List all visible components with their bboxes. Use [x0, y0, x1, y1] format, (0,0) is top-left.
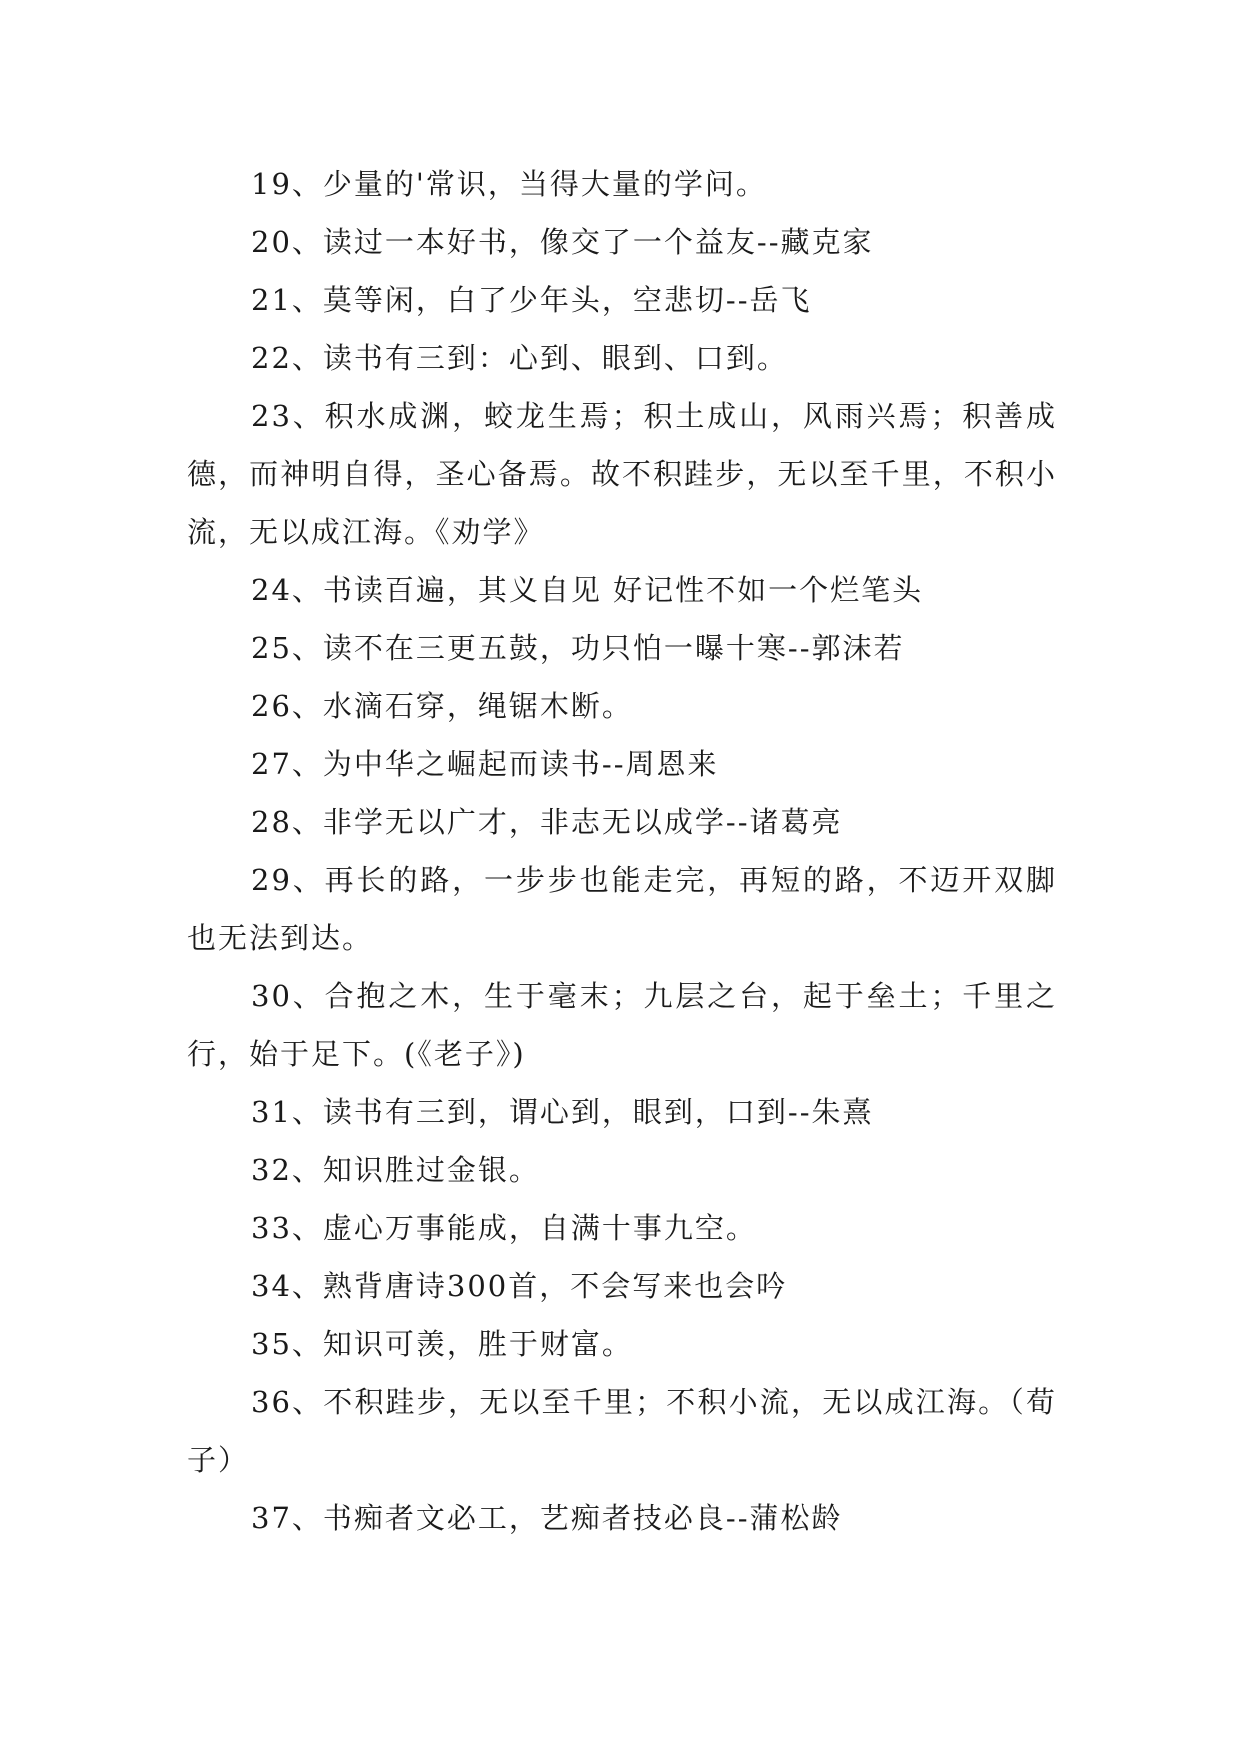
- quote-paragraph: 21、莫等闲，白了少年头，空悲切--岳飞: [251, 283, 812, 317]
- quote-paragraph: 35、知识可羡，胜于财富。: [251, 1327, 633, 1361]
- quote-paragraph: 23、积水成渊，蛟龙生焉；积土成山，风雨兴焉；积善成德，而神明自得，圣心备焉。故不积跬步，无以至千里，不积小流，无以成江海。《劝学》: [187, 399, 1057, 549]
- quote-paragraph: 33、虚心万事能成，自满十事九空。: [251, 1211, 757, 1245]
- quote-paragraph: 19、少量的'常识，当得大量的学问。: [251, 167, 767, 201]
- quote-paragraph: 30、合抱之木，生于毫末；九层之台，起于垒土；千里之行，始于足下。(《老子》): [187, 979, 1057, 1071]
- quote-paragraph: 29、再长的路，一步步也能走完，再短的路，不迈开双脚也无法到达。: [187, 863, 1057, 955]
- quote-paragraph: 24、书读百遍，其义自见 好记性不如一个烂笔头: [251, 573, 924, 607]
- quote-paragraph: 37、书痴者文必工，艺痴者技必良--蒲松龄: [251, 1501, 843, 1535]
- quote-paragraph: 26、水滴石穿，绳锯木断。: [251, 689, 633, 723]
- quote-paragraph: 27、为中华之崛起而读书--周恩来: [251, 747, 719, 781]
- quote-paragraph: 31、读书有三到，谓心到，眼到，口到--朱熹: [251, 1095, 874, 1129]
- quote-paragraph: 36、不积跬步，无以至千里；不积小流，无以成江海。（荀子）: [187, 1385, 1057, 1477]
- quote-paragraph: 22、读书有三到：心到、眼到、口到。: [251, 341, 788, 375]
- quote-paragraph: 25、读不在三更五鼓，功只怕一曝十寒--郭沫若: [251, 631, 905, 665]
- quote-paragraph: 20、读过一本好书，像交了一个益友--藏克家: [251, 225, 874, 259]
- quote-paragraph: 28、非学无以广才，非志无以成学--诸葛亮: [251, 805, 843, 839]
- quote-paragraph: 34、熟背唐诗300首，不会写来也会吟: [251, 1269, 788, 1303]
- document-body: [187, 155, 1057, 1547]
- quote-paragraph: 32、知识胜过金银。: [251, 1153, 540, 1187]
